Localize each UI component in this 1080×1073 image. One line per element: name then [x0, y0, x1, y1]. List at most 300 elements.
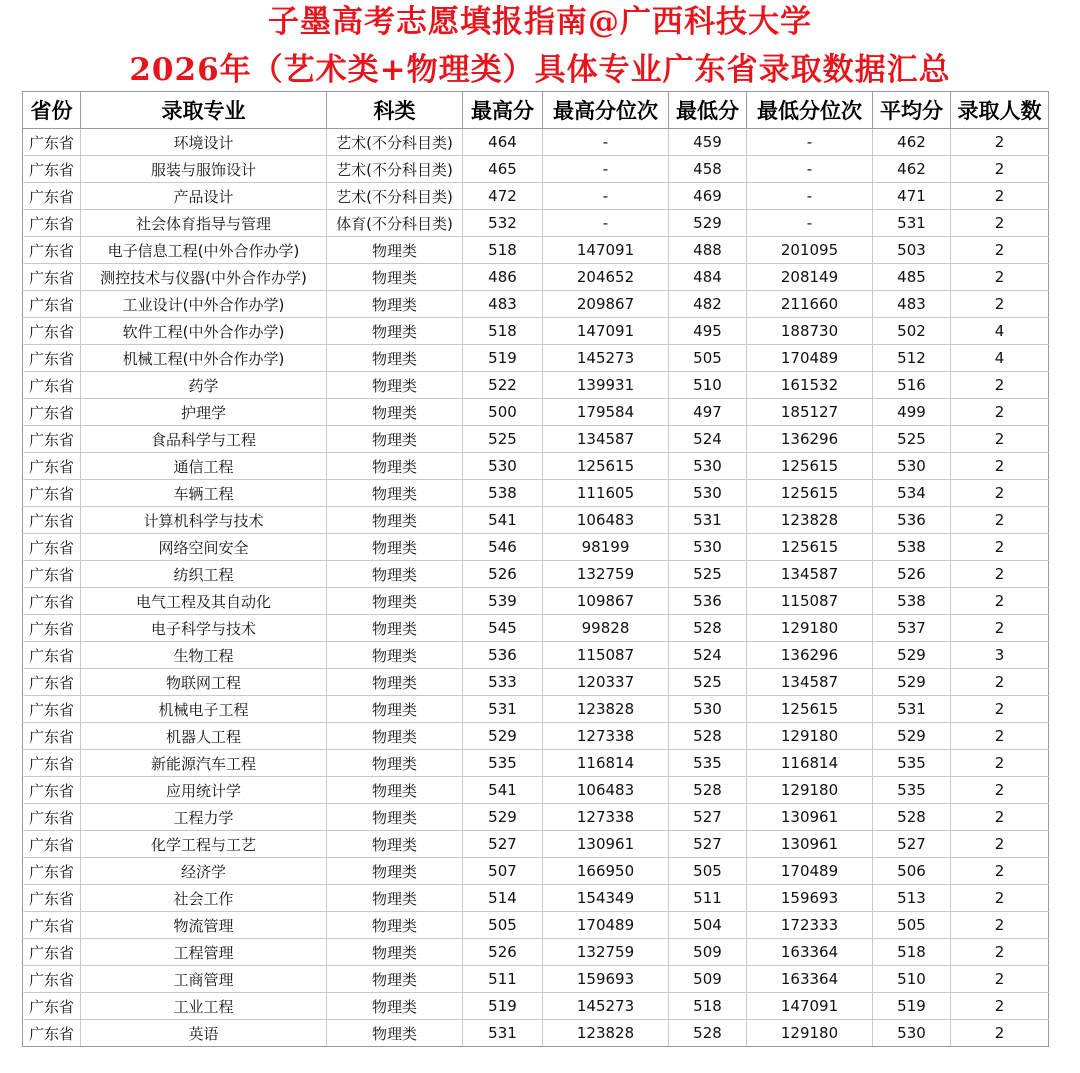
cell-category: 物理类 — [327, 993, 463, 1020]
cell-max-rank: 106483 — [543, 777, 669, 804]
cell-max-rank: 132759 — [543, 561, 669, 588]
cell-max-rank: - — [543, 129, 669, 156]
cell-max-rank: 123828 — [543, 1020, 669, 1047]
cell-max-score: 525 — [463, 426, 543, 453]
cell-max-rank: 159693 — [543, 966, 669, 993]
cell-category: 物理类 — [327, 291, 463, 318]
cell-min-rank: 125615 — [747, 480, 873, 507]
cell-admitted-count: 2 — [951, 264, 1049, 291]
table-row — [23, 183, 1049, 210]
cell-avg-score: 503 — [873, 237, 951, 264]
cell-province: 广东省 — [23, 723, 81, 750]
cell-admitted-count: 2 — [951, 561, 1049, 588]
cell-max-score: 545 — [463, 615, 543, 642]
cell-admitted-count: 2 — [951, 669, 1049, 696]
cell-min-rank: 116814 — [747, 750, 873, 777]
cell-avg-score: 471 — [873, 183, 951, 210]
cell-category: 艺术(不分科目类) — [327, 156, 463, 183]
cell-min-score: 530 — [669, 453, 747, 480]
table-row — [23, 372, 1049, 399]
cell-min-score: 495 — [669, 318, 747, 345]
cell-min-score: 528 — [669, 777, 747, 804]
cell-category: 物理类 — [327, 939, 463, 966]
cell-admitted-count: 2 — [951, 993, 1049, 1020]
cell-category: 物理类 — [327, 777, 463, 804]
cell-max-rank: 147091 — [543, 318, 669, 345]
cell-max-score: 507 — [463, 858, 543, 885]
cell-category: 物理类 — [327, 642, 463, 669]
cell-avg-score: 529 — [873, 723, 951, 750]
cell-min-rank: - — [747, 129, 873, 156]
table-row — [23, 480, 1049, 507]
table-row — [23, 642, 1049, 669]
table-row — [23, 615, 1049, 642]
column-header-province: 省份 — [23, 92, 81, 129]
column-header-max-rank: 最高分位次 — [543, 92, 669, 129]
cell-min-score: 531 — [669, 507, 747, 534]
cell-min-score: 530 — [669, 696, 747, 723]
cell-major: 产品设计 — [81, 183, 327, 210]
table-row — [23, 318, 1049, 345]
cell-min-score: 458 — [669, 156, 747, 183]
cell-avg-score: 518 — [873, 939, 951, 966]
cell-avg-score: 516 — [873, 372, 951, 399]
cell-province: 广东省 — [23, 264, 81, 291]
cell-province: 广东省 — [23, 561, 81, 588]
cell-province: 广东省 — [23, 993, 81, 1020]
cell-min-rank: 134587 — [747, 561, 873, 588]
cell-admitted-count: 2 — [951, 534, 1049, 561]
cell-major: 工业工程 — [81, 993, 327, 1020]
cell-admitted-count: 2 — [951, 966, 1049, 993]
cell-max-score: 535 — [463, 750, 543, 777]
cell-province: 广东省 — [23, 399, 81, 426]
table-body — [23, 129, 1049, 1047]
cell-avg-score: 530 — [873, 1020, 951, 1047]
cell-admitted-count: 2 — [951, 615, 1049, 642]
cell-min-score: 528 — [669, 723, 747, 750]
cell-category: 物理类 — [327, 534, 463, 561]
table-row — [23, 561, 1049, 588]
cell-category: 物理类 — [327, 696, 463, 723]
cell-category: 物理类 — [327, 237, 463, 264]
table-row — [23, 669, 1049, 696]
cell-min-rank: 170489 — [747, 858, 873, 885]
column-header-avg-score: 平均分 — [873, 92, 951, 129]
cell-admitted-count: 4 — [951, 345, 1049, 372]
cell-admitted-count: 2 — [951, 885, 1049, 912]
cell-category: 物理类 — [327, 372, 463, 399]
cell-max-rank: 115087 — [543, 642, 669, 669]
table-row — [23, 966, 1049, 993]
cell-max-rank: 106483 — [543, 507, 669, 534]
table-row — [23, 777, 1049, 804]
cell-province: 广东省 — [23, 156, 81, 183]
cell-min-score: 525 — [669, 669, 747, 696]
cell-major: 计算机科学与技术 — [81, 507, 327, 534]
cell-province: 广东省 — [23, 642, 81, 669]
cell-max-score: 518 — [463, 318, 543, 345]
cell-min-rank: - — [747, 210, 873, 237]
cell-min-score: 509 — [669, 966, 747, 993]
cell-category: 物理类 — [327, 561, 463, 588]
cell-admitted-count: 2 — [951, 480, 1049, 507]
cell-admitted-count: 2 — [951, 372, 1049, 399]
cell-min-rank: 208149 — [747, 264, 873, 291]
cell-province: 广东省 — [23, 615, 81, 642]
cell-major: 新能源汽车工程 — [81, 750, 327, 777]
table-row — [23, 1020, 1049, 1047]
cell-max-rank: 123828 — [543, 696, 669, 723]
cell-major: 通信工程 — [81, 453, 327, 480]
cell-min-score: 528 — [669, 615, 747, 642]
cell-category: 物理类 — [327, 318, 463, 345]
admissions-table — [22, 91, 1049, 1047]
cell-province: 广东省 — [23, 534, 81, 561]
cell-admitted-count: 2 — [951, 129, 1049, 156]
cell-major: 生物工程 — [81, 642, 327, 669]
cell-max-rank: 145273 — [543, 345, 669, 372]
cell-avg-score: 528 — [873, 804, 951, 831]
cell-avg-score: 535 — [873, 750, 951, 777]
cell-category: 艺术(不分科目类) — [327, 129, 463, 156]
cell-province: 广东省 — [23, 480, 81, 507]
cell-max-score: 541 — [463, 507, 543, 534]
cell-min-rank: 136296 — [747, 642, 873, 669]
column-header-min-score: 最低分 — [669, 92, 747, 129]
cell-category: 物理类 — [327, 507, 463, 534]
cell-max-rank: 125615 — [543, 453, 669, 480]
cell-avg-score: 506 — [873, 858, 951, 885]
cell-avg-score: 519 — [873, 993, 951, 1020]
cell-province: 广东省 — [23, 183, 81, 210]
cell-admitted-count: 2 — [951, 696, 1049, 723]
column-header-max-score: 最高分 — [463, 92, 543, 129]
cell-min-score: 509 — [669, 939, 747, 966]
cell-min-rank: 125615 — [747, 534, 873, 561]
cell-admitted-count: 2 — [951, 831, 1049, 858]
cell-min-score: 484 — [669, 264, 747, 291]
cell-province: 广东省 — [23, 831, 81, 858]
cell-min-score: 505 — [669, 858, 747, 885]
cell-max-score: 514 — [463, 885, 543, 912]
table-row — [23, 588, 1049, 615]
header-row — [23, 92, 1049, 129]
cell-max-rank: 127338 — [543, 804, 669, 831]
cell-min-rank: 125615 — [747, 453, 873, 480]
cell-avg-score: 536 — [873, 507, 951, 534]
cell-max-rank: 99828 — [543, 615, 669, 642]
cell-province: 广东省 — [23, 588, 81, 615]
cell-avg-score: 510 — [873, 966, 951, 993]
cell-major: 食品科学与工程 — [81, 426, 327, 453]
cell-min-score: 459 — [669, 129, 747, 156]
cell-min-score: 528 — [669, 1020, 747, 1047]
cell-admitted-count: 2 — [951, 237, 1049, 264]
cell-avg-score: 538 — [873, 534, 951, 561]
cell-max-rank: 116814 — [543, 750, 669, 777]
cell-major: 电子信息工程(中外合作办学) — [81, 237, 327, 264]
cell-max-score: 505 — [463, 912, 543, 939]
cell-category: 物理类 — [327, 750, 463, 777]
cell-province: 广东省 — [23, 750, 81, 777]
cell-min-score: 524 — [669, 642, 747, 669]
cell-admitted-count: 2 — [951, 777, 1049, 804]
cell-avg-score: 512 — [873, 345, 951, 372]
cell-max-rank: 132759 — [543, 939, 669, 966]
table-row — [23, 399, 1049, 426]
cell-min-score: 527 — [669, 831, 747, 858]
cell-min-score: 505 — [669, 345, 747, 372]
cell-major: 社会工作 — [81, 885, 327, 912]
cell-max-score: 532 — [463, 210, 543, 237]
cell-avg-score: 530 — [873, 453, 951, 480]
cell-admitted-count: 2 — [951, 210, 1049, 237]
cell-major: 英语 — [81, 1020, 327, 1047]
table-row — [23, 831, 1049, 858]
cell-avg-score: 505 — [873, 912, 951, 939]
cell-major: 纺织工程 — [81, 561, 327, 588]
cell-category: 物理类 — [327, 453, 463, 480]
cell-avg-score: 531 — [873, 210, 951, 237]
cell-province: 广东省 — [23, 345, 81, 372]
cell-category: 物理类 — [327, 831, 463, 858]
cell-admitted-count: 2 — [951, 291, 1049, 318]
cell-max-rank: 179584 — [543, 399, 669, 426]
cell-province: 广东省 — [23, 291, 81, 318]
cell-major: 网络空间安全 — [81, 534, 327, 561]
cell-major: 车辆工程 — [81, 480, 327, 507]
cell-major: 机械电子工程 — [81, 696, 327, 723]
cell-min-score: 482 — [669, 291, 747, 318]
cell-min-rank: 163364 — [747, 939, 873, 966]
cell-category: 艺术(不分科目类) — [327, 183, 463, 210]
cell-max-score: 522 — [463, 372, 543, 399]
cell-avg-score: 538 — [873, 588, 951, 615]
table-row — [23, 993, 1049, 1020]
cell-min-score: 536 — [669, 588, 747, 615]
cell-min-score: 529 — [669, 210, 747, 237]
table-row — [23, 912, 1049, 939]
cell-min-score: 535 — [669, 750, 747, 777]
cell-avg-score: 525 — [873, 426, 951, 453]
cell-province: 广东省 — [23, 696, 81, 723]
cell-min-rank: 115087 — [747, 588, 873, 615]
cell-min-rank: 147091 — [747, 993, 873, 1020]
cell-avg-score: 513 — [873, 885, 951, 912]
cell-category: 物理类 — [327, 858, 463, 885]
cell-max-score: 518 — [463, 237, 543, 264]
cell-category: 物理类 — [327, 399, 463, 426]
cell-province: 广东省 — [23, 669, 81, 696]
cell-avg-score: 529 — [873, 642, 951, 669]
cell-max-rank: 209867 — [543, 291, 669, 318]
cell-avg-score: 462 — [873, 129, 951, 156]
table-row — [23, 885, 1049, 912]
cell-admitted-count: 2 — [951, 426, 1049, 453]
cell-min-rank: 136296 — [747, 426, 873, 453]
table-header — [23, 92, 1049, 129]
cell-min-score: 504 — [669, 912, 747, 939]
cell-province: 广东省 — [23, 210, 81, 237]
cell-major: 电气工程及其自动化 — [81, 588, 327, 615]
cell-major: 护理学 — [81, 399, 327, 426]
column-header-major: 录取专业 — [81, 92, 327, 129]
cell-admitted-count: 2 — [951, 939, 1049, 966]
table-row — [23, 453, 1049, 480]
cell-min-score: 530 — [669, 534, 747, 561]
cell-min-score: 488 — [669, 237, 747, 264]
cell-province: 广东省 — [23, 939, 81, 966]
cell-max-score: 531 — [463, 696, 543, 723]
cell-min-score: 511 — [669, 885, 747, 912]
cell-category: 物理类 — [327, 804, 463, 831]
table-row — [23, 696, 1049, 723]
cell-major: 环境设计 — [81, 129, 327, 156]
cell-max-score: 538 — [463, 480, 543, 507]
cell-min-rank: 211660 — [747, 291, 873, 318]
cell-admitted-count: 2 — [951, 588, 1049, 615]
cell-max-rank: 166950 — [543, 858, 669, 885]
cell-min-rank: 159693 — [747, 885, 873, 912]
column-header-category: 科类 — [327, 92, 463, 129]
cell-category: 物理类 — [327, 966, 463, 993]
cell-major: 工业设计(中外合作办学) — [81, 291, 327, 318]
cell-max-rank: 98199 — [543, 534, 669, 561]
cell-min-score: 525 — [669, 561, 747, 588]
table-row — [23, 939, 1049, 966]
cell-avg-score: 499 — [873, 399, 951, 426]
cell-max-score: 483 — [463, 291, 543, 318]
cell-min-rank: 129180 — [747, 723, 873, 750]
cell-max-score: 486 — [463, 264, 543, 291]
cell-avg-score: 535 — [873, 777, 951, 804]
table-row — [23, 345, 1049, 372]
cell-admitted-count: 2 — [951, 183, 1049, 210]
cell-province: 广东省 — [23, 885, 81, 912]
cell-admitted-count: 2 — [951, 804, 1049, 831]
cell-max-score: 511 — [463, 966, 543, 993]
cell-province: 广东省 — [23, 912, 81, 939]
cell-max-rank: - — [543, 156, 669, 183]
table-row — [23, 264, 1049, 291]
cell-max-score: 541 — [463, 777, 543, 804]
cell-avg-score: 537 — [873, 615, 951, 642]
page-subtitle: 2026年（艺术类+物理类）具体专业广东省录取数据汇总 — [129, 52, 951, 88]
cell-province: 广东省 — [23, 777, 81, 804]
cell-avg-score: 502 — [873, 318, 951, 345]
cell-category: 物理类 — [327, 669, 463, 696]
cell-province: 广东省 — [23, 372, 81, 399]
table-row — [23, 156, 1049, 183]
cell-max-score: 526 — [463, 561, 543, 588]
cell-max-rank: 130961 — [543, 831, 669, 858]
cell-major: 机器人工程 — [81, 723, 327, 750]
cell-province: 广东省 — [23, 507, 81, 534]
cell-max-rank: 204652 — [543, 264, 669, 291]
cell-min-score: 510 — [669, 372, 747, 399]
table-row — [23, 804, 1049, 831]
cell-province: 广东省 — [23, 966, 81, 993]
cell-admitted-count: 2 — [951, 156, 1049, 183]
cell-min-rank: 163364 — [747, 966, 873, 993]
cell-max-rank: 111605 — [543, 480, 669, 507]
cell-admitted-count: 3 — [951, 642, 1049, 669]
cell-major: 电子科学与技术 — [81, 615, 327, 642]
cell-major: 机械工程(中外合作办学) — [81, 345, 327, 372]
cell-province: 广东省 — [23, 237, 81, 264]
table-row — [23, 237, 1049, 264]
cell-min-rank: - — [747, 183, 873, 210]
cell-admitted-count: 2 — [951, 1020, 1049, 1047]
cell-major: 社会体育指导与管理 — [81, 210, 327, 237]
cell-min-rank: 123828 — [747, 507, 873, 534]
cell-province: 广东省 — [23, 1020, 81, 1047]
cell-max-rank: 170489 — [543, 912, 669, 939]
cell-major: 工程力学 — [81, 804, 327, 831]
cell-min-rank: 130961 — [747, 804, 873, 831]
cell-major: 物联网工程 — [81, 669, 327, 696]
cell-max-rank: 147091 — [543, 237, 669, 264]
cell-min-rank: 161532 — [747, 372, 873, 399]
cell-min-rank: - — [747, 156, 873, 183]
cell-category: 物理类 — [327, 885, 463, 912]
cell-category: 物理类 — [327, 426, 463, 453]
cell-max-score: 472 — [463, 183, 543, 210]
cell-max-score: 519 — [463, 345, 543, 372]
cell-min-rank: 130961 — [747, 831, 873, 858]
cell-max-score: 526 — [463, 939, 543, 966]
cell-admitted-count: 2 — [951, 912, 1049, 939]
cell-max-score: 527 — [463, 831, 543, 858]
cell-min-score: 530 — [669, 480, 747, 507]
cell-min-score: 518 — [669, 993, 747, 1020]
cell-max-rank: 134587 — [543, 426, 669, 453]
cell-province: 广东省 — [23, 129, 81, 156]
cell-major: 化学工程与工艺 — [81, 831, 327, 858]
cell-category: 物理类 — [327, 480, 463, 507]
cell-admitted-count: 2 — [951, 507, 1049, 534]
column-header-admitted-count: 录取人数 — [951, 92, 1049, 129]
cell-min-score: 527 — [669, 804, 747, 831]
cell-max-rank: 139931 — [543, 372, 669, 399]
cell-max-rank: 145273 — [543, 993, 669, 1020]
cell-avg-score: 531 — [873, 696, 951, 723]
cell-max-score: 530 — [463, 453, 543, 480]
cell-admitted-count: 2 — [951, 453, 1049, 480]
cell-major: 物流管理 — [81, 912, 327, 939]
cell-admitted-count: 2 — [951, 858, 1049, 885]
cell-category: 物理类 — [327, 588, 463, 615]
cell-admitted-count: 2 — [951, 723, 1049, 750]
cell-min-rank: 129180 — [747, 1020, 873, 1047]
cell-category: 物理类 — [327, 264, 463, 291]
cell-max-score: 529 — [463, 804, 543, 831]
cell-min-score: 469 — [669, 183, 747, 210]
page-title: 子墨高考志愿填报指南@广西科技大学 — [268, 4, 812, 40]
table-row — [23, 858, 1049, 885]
cell-max-score: 539 — [463, 588, 543, 615]
cell-admitted-count: 4 — [951, 318, 1049, 345]
cell-province: 广东省 — [23, 858, 81, 885]
cell-min-rank: 188730 — [747, 318, 873, 345]
table-row — [23, 534, 1049, 561]
cell-max-rank: - — [543, 210, 669, 237]
cell-max-score: 546 — [463, 534, 543, 561]
cell-min-rank: 185127 — [747, 399, 873, 426]
cell-major: 工程管理 — [81, 939, 327, 966]
cell-avg-score: 529 — [873, 669, 951, 696]
